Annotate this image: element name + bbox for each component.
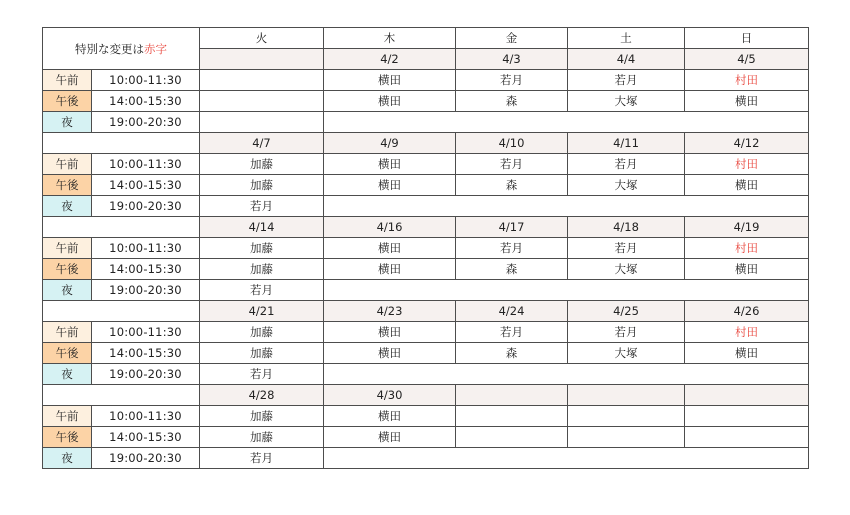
staff-cell: 若月 [200,280,324,301]
date-cell: 4/25 [568,301,685,322]
date-cell [456,385,568,406]
week-spacer [43,385,200,406]
staff-cell [568,406,685,427]
staff-cell: 若月 [456,238,568,259]
slot-time-afternoon: 14:00-15:30 [92,259,200,280]
slot-time-morning: 10:00-11:30 [92,406,200,427]
slot-label-afternoon: 午後 [43,427,92,448]
slot-row-morning [43,322,809,343]
staff-cell: 横田 [324,238,456,259]
staff-cell: 加藤 [200,154,324,175]
legend-note-red: 赤字 [144,41,167,56]
staff-cell [568,427,685,448]
slot-time-afternoon: 14:00-15:30 [92,175,200,196]
date-cell: 4/24 [456,301,568,322]
slot-label-morning: 午前 [43,406,92,427]
date-cell: 4/9 [324,133,456,154]
empty-span [324,364,809,385]
staff-cell: 加藤 [200,259,324,280]
staff-cell: 若月 [456,154,568,175]
staff-cell: 横田 [685,259,809,280]
slot-label-evening: 夜 [43,280,92,301]
date-cell: 4/19 [685,217,809,238]
week-date-row [43,217,809,238]
empty-span [324,196,809,217]
slot-time-morning: 10:00-11:30 [92,238,200,259]
date-cell: 4/26 [685,301,809,322]
empty-span [324,112,809,133]
slot-row-evening [43,112,809,133]
staff-cell: 加藤 [200,427,324,448]
staff-cell [456,406,568,427]
date-cell: 4/10 [456,133,568,154]
staff-cell: 横田 [685,175,809,196]
staff-cell: 森 [456,343,568,364]
staff-cell: 横田 [685,91,809,112]
day-header-tue: 火 [200,28,324,49]
schedule-body [43,28,809,469]
slot-label-afternoon: 午後 [43,91,92,112]
slot-row-afternoon [43,259,809,280]
date-cell: 4/14 [200,217,324,238]
date-cell: 4/30 [324,385,456,406]
staff-cell: 加藤 [200,238,324,259]
date-cell: 4/17 [456,217,568,238]
date-cell: 4/21 [200,301,324,322]
slot-label-afternoon: 午後 [43,343,92,364]
date-cell: 4/16 [324,217,456,238]
week-date-row [43,301,809,322]
slot-label-evening: 夜 [43,364,92,385]
staff-cell: 若月 [568,70,685,91]
slot-label-morning: 午前 [43,70,92,91]
staff-cell: 横田 [324,322,456,343]
date-cell: 4/23 [324,301,456,322]
date-cell: 4/18 [568,217,685,238]
slot-row-afternoon [43,91,809,112]
date-cell: 4/12 [685,133,809,154]
slot-label-evening: 夜 [43,112,92,133]
staff-cell: 村田 [685,322,809,343]
slot-time-evening: 19:00-20:30 [92,112,200,133]
slot-row-morning [43,154,809,175]
week-date-row [43,385,809,406]
staff-cell: 横田 [324,406,456,427]
day-header-sun: 日 [685,28,809,49]
staff-cell: 横田 [324,154,456,175]
slot-time-morning: 10:00-11:30 [92,70,200,91]
staff-cell [200,70,324,91]
staff-cell: 若月 [568,154,685,175]
slot-label-afternoon: 午後 [43,259,92,280]
week-date-row [43,133,809,154]
staff-cell [200,112,324,133]
legend-note-text: 特別な変更は [75,41,144,56]
slot-time-afternoon: 14:00-15:30 [92,91,200,112]
slot-row-morning [43,70,809,91]
staff-cell: 若月 [456,322,568,343]
staff-cell: 若月 [200,196,324,217]
staff-cell: 村田 [685,238,809,259]
slot-row-afternoon [43,343,809,364]
schedule-table [42,27,809,469]
staff-cell: 若月 [568,238,685,259]
slot-time-morning: 10:00-11:30 [92,322,200,343]
staff-cell [200,91,324,112]
legend-note [43,28,200,70]
slot-time-evening: 19:00-20:30 [92,196,200,217]
date-cell: 4/28 [200,385,324,406]
slot-time-evening: 19:00-20:30 [92,448,200,469]
day-header-sat: 土 [568,28,685,49]
staff-cell: 横田 [324,427,456,448]
date-cell: 4/2 [324,49,456,70]
date-cell: 4/11 [568,133,685,154]
empty-span [324,448,809,469]
staff-cell: 横田 [324,70,456,91]
header-row-days [43,28,809,49]
staff-cell: 森 [456,175,568,196]
day-header-fri: 金 [456,28,568,49]
slot-label-evening: 夜 [43,196,92,217]
week-spacer [43,301,200,322]
staff-cell: 大塚 [568,175,685,196]
slot-row-evening [43,280,809,301]
date-cell: 4/7 [200,133,324,154]
staff-cell: 大塚 [568,91,685,112]
slot-row-afternoon [43,427,809,448]
staff-cell: 横田 [324,343,456,364]
slot-row-evening [43,448,809,469]
staff-cell: 若月 [568,322,685,343]
staff-cell: 加藤 [200,175,324,196]
staff-cell: 大塚 [568,259,685,280]
day-header-thu: 木 [324,28,456,49]
slot-label-evening: 夜 [43,448,92,469]
staff-cell: 村田 [685,154,809,175]
slot-time-morning: 10:00-11:30 [92,154,200,175]
staff-cell: 大塚 [568,343,685,364]
staff-cell: 横田 [324,91,456,112]
date-cell [200,49,324,70]
staff-cell: 若月 [200,448,324,469]
slot-row-morning [43,406,809,427]
slot-time-evening: 19:00-20:30 [92,364,200,385]
staff-cell [456,427,568,448]
slot-label-afternoon: 午後 [43,175,92,196]
date-cell: 4/3 [456,49,568,70]
date-cell [685,385,809,406]
slot-label-morning: 午前 [43,154,92,175]
date-cell: 4/4 [568,49,685,70]
staff-cell: 村田 [685,70,809,91]
date-cell [568,385,685,406]
slot-time-afternoon: 14:00-15:30 [92,427,200,448]
staff-cell: 森 [456,259,568,280]
slot-row-evening [43,196,809,217]
slot-time-evening: 19:00-20:30 [92,280,200,301]
empty-span [324,280,809,301]
staff-cell: 若月 [200,364,324,385]
staff-cell: 横田 [324,259,456,280]
slot-row-afternoon [43,175,809,196]
staff-cell: 若月 [456,70,568,91]
slot-row-morning [43,238,809,259]
staff-cell: 加藤 [200,343,324,364]
slot-time-afternoon: 14:00-15:30 [92,343,200,364]
week-spacer [43,217,200,238]
staff-cell: 加藤 [200,322,324,343]
slot-label-morning: 午前 [43,238,92,259]
staff-cell: 横田 [324,175,456,196]
staff-cell [685,427,809,448]
date-cell: 4/5 [685,49,809,70]
staff-cell: 横田 [685,343,809,364]
slot-row-evening [43,364,809,385]
slot-label-morning: 午前 [43,322,92,343]
staff-cell: 森 [456,91,568,112]
staff-cell [685,406,809,427]
staff-cell: 加藤 [200,406,324,427]
week-spacer [43,133,200,154]
